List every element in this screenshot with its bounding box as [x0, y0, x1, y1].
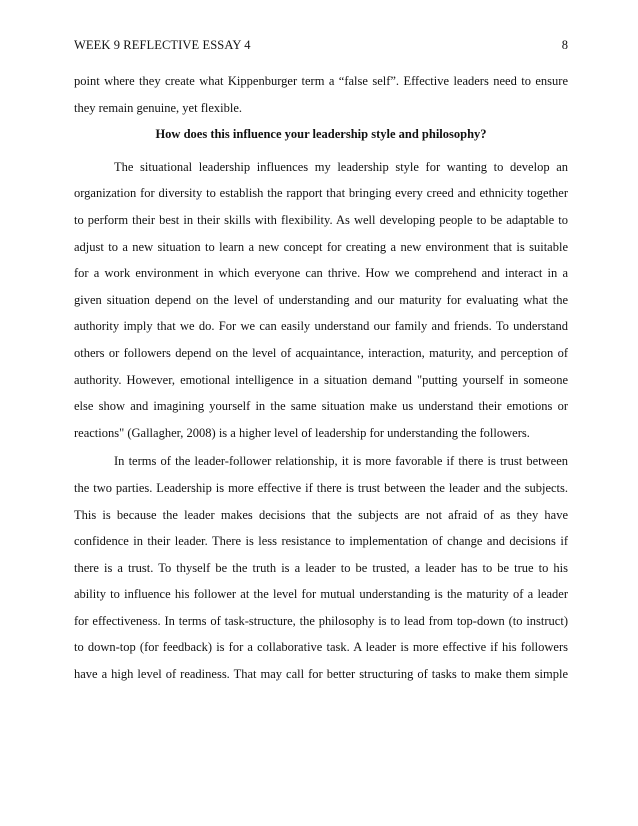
text-line: ability to influence his follower at the level for mutual understanding is the maturity of a leader [74, 587, 568, 602]
paragraph [74, 154, 568, 447]
text-line: have a high level of readiness. That may call for better structuring of tasks to make them simple [74, 667, 568, 682]
text-line: In terms of the leader-follower relationship, it is more favorable if there is trust between [114, 454, 568, 469]
text-line: confidence in their leader. There is less resistance to implementation of change and decisions if [74, 534, 568, 549]
document-body [74, 68, 568, 688]
paragraph [74, 448, 568, 687]
text-line: else show and imagining yourself in the same situation make us understand their emotions or [74, 399, 568, 414]
page-number: 8 [561, 38, 568, 52]
text-line: authority. However, emotional intelligence in a situation demand "putting yourself in someone [74, 372, 568, 387]
text-line: point where they create what Kippenburger term a “false self”. Effective leaders need to ensure [74, 74, 568, 88]
text-line: to down-top (for feedback) is for a collaborative task. A leader is more effective if his followers [74, 640, 568, 655]
text-line: others or followers depend on the level of acquaintance, interaction, maturity, and perception of [74, 345, 568, 360]
text-line: The situational leadership influences my leadership style for wanting to develop an [114, 159, 568, 174]
running-head: WEEK 9 REFLECTIVE ESSAY 4 [74, 38, 251, 52]
text-line: authority imply that we do. For we can easily understand our family and friends. To understand [74, 319, 568, 334]
text-line: for a work environment in which everyone can thrive. How we comprehend and interact in a [74, 266, 568, 281]
text-line: given situation depend on the level of understanding and our maturity for evaluating what the [74, 292, 568, 307]
text-line: there is a trust. To thyself be the truth is a leader to be trusted, a leader has to be true to his [74, 560, 568, 575]
text-line: to perform their best in their skills with flexibility. As well developing people to be adaptable to [74, 212, 568, 227]
text-line: organization for diversity to establish the rapport that bringing every creed and ethnicity together [74, 186, 568, 201]
section-heading: How does this influence your leadership style and philosophy? [155, 127, 487, 142]
text-line: for effectiveness. In terms of task-structure, the philosophy is to lead from top-down (to instruct) [74, 613, 568, 628]
text-line: reactions" (Gallagher, 2008) is a higher level of leadership for understanding the followers. [74, 425, 530, 440]
text-line: the two parties. Leadership is more effective if there is trust between the leader and the subjects. [74, 480, 568, 495]
text-line: This is because the leader makes decisions that the subjects are not afraid of as they have [74, 507, 568, 522]
text-line: adjust to a new situation to learn a new concept for creating a new environment that is suitable [74, 239, 568, 254]
text-line: they remain genuine, yet flexible. [74, 100, 242, 115]
